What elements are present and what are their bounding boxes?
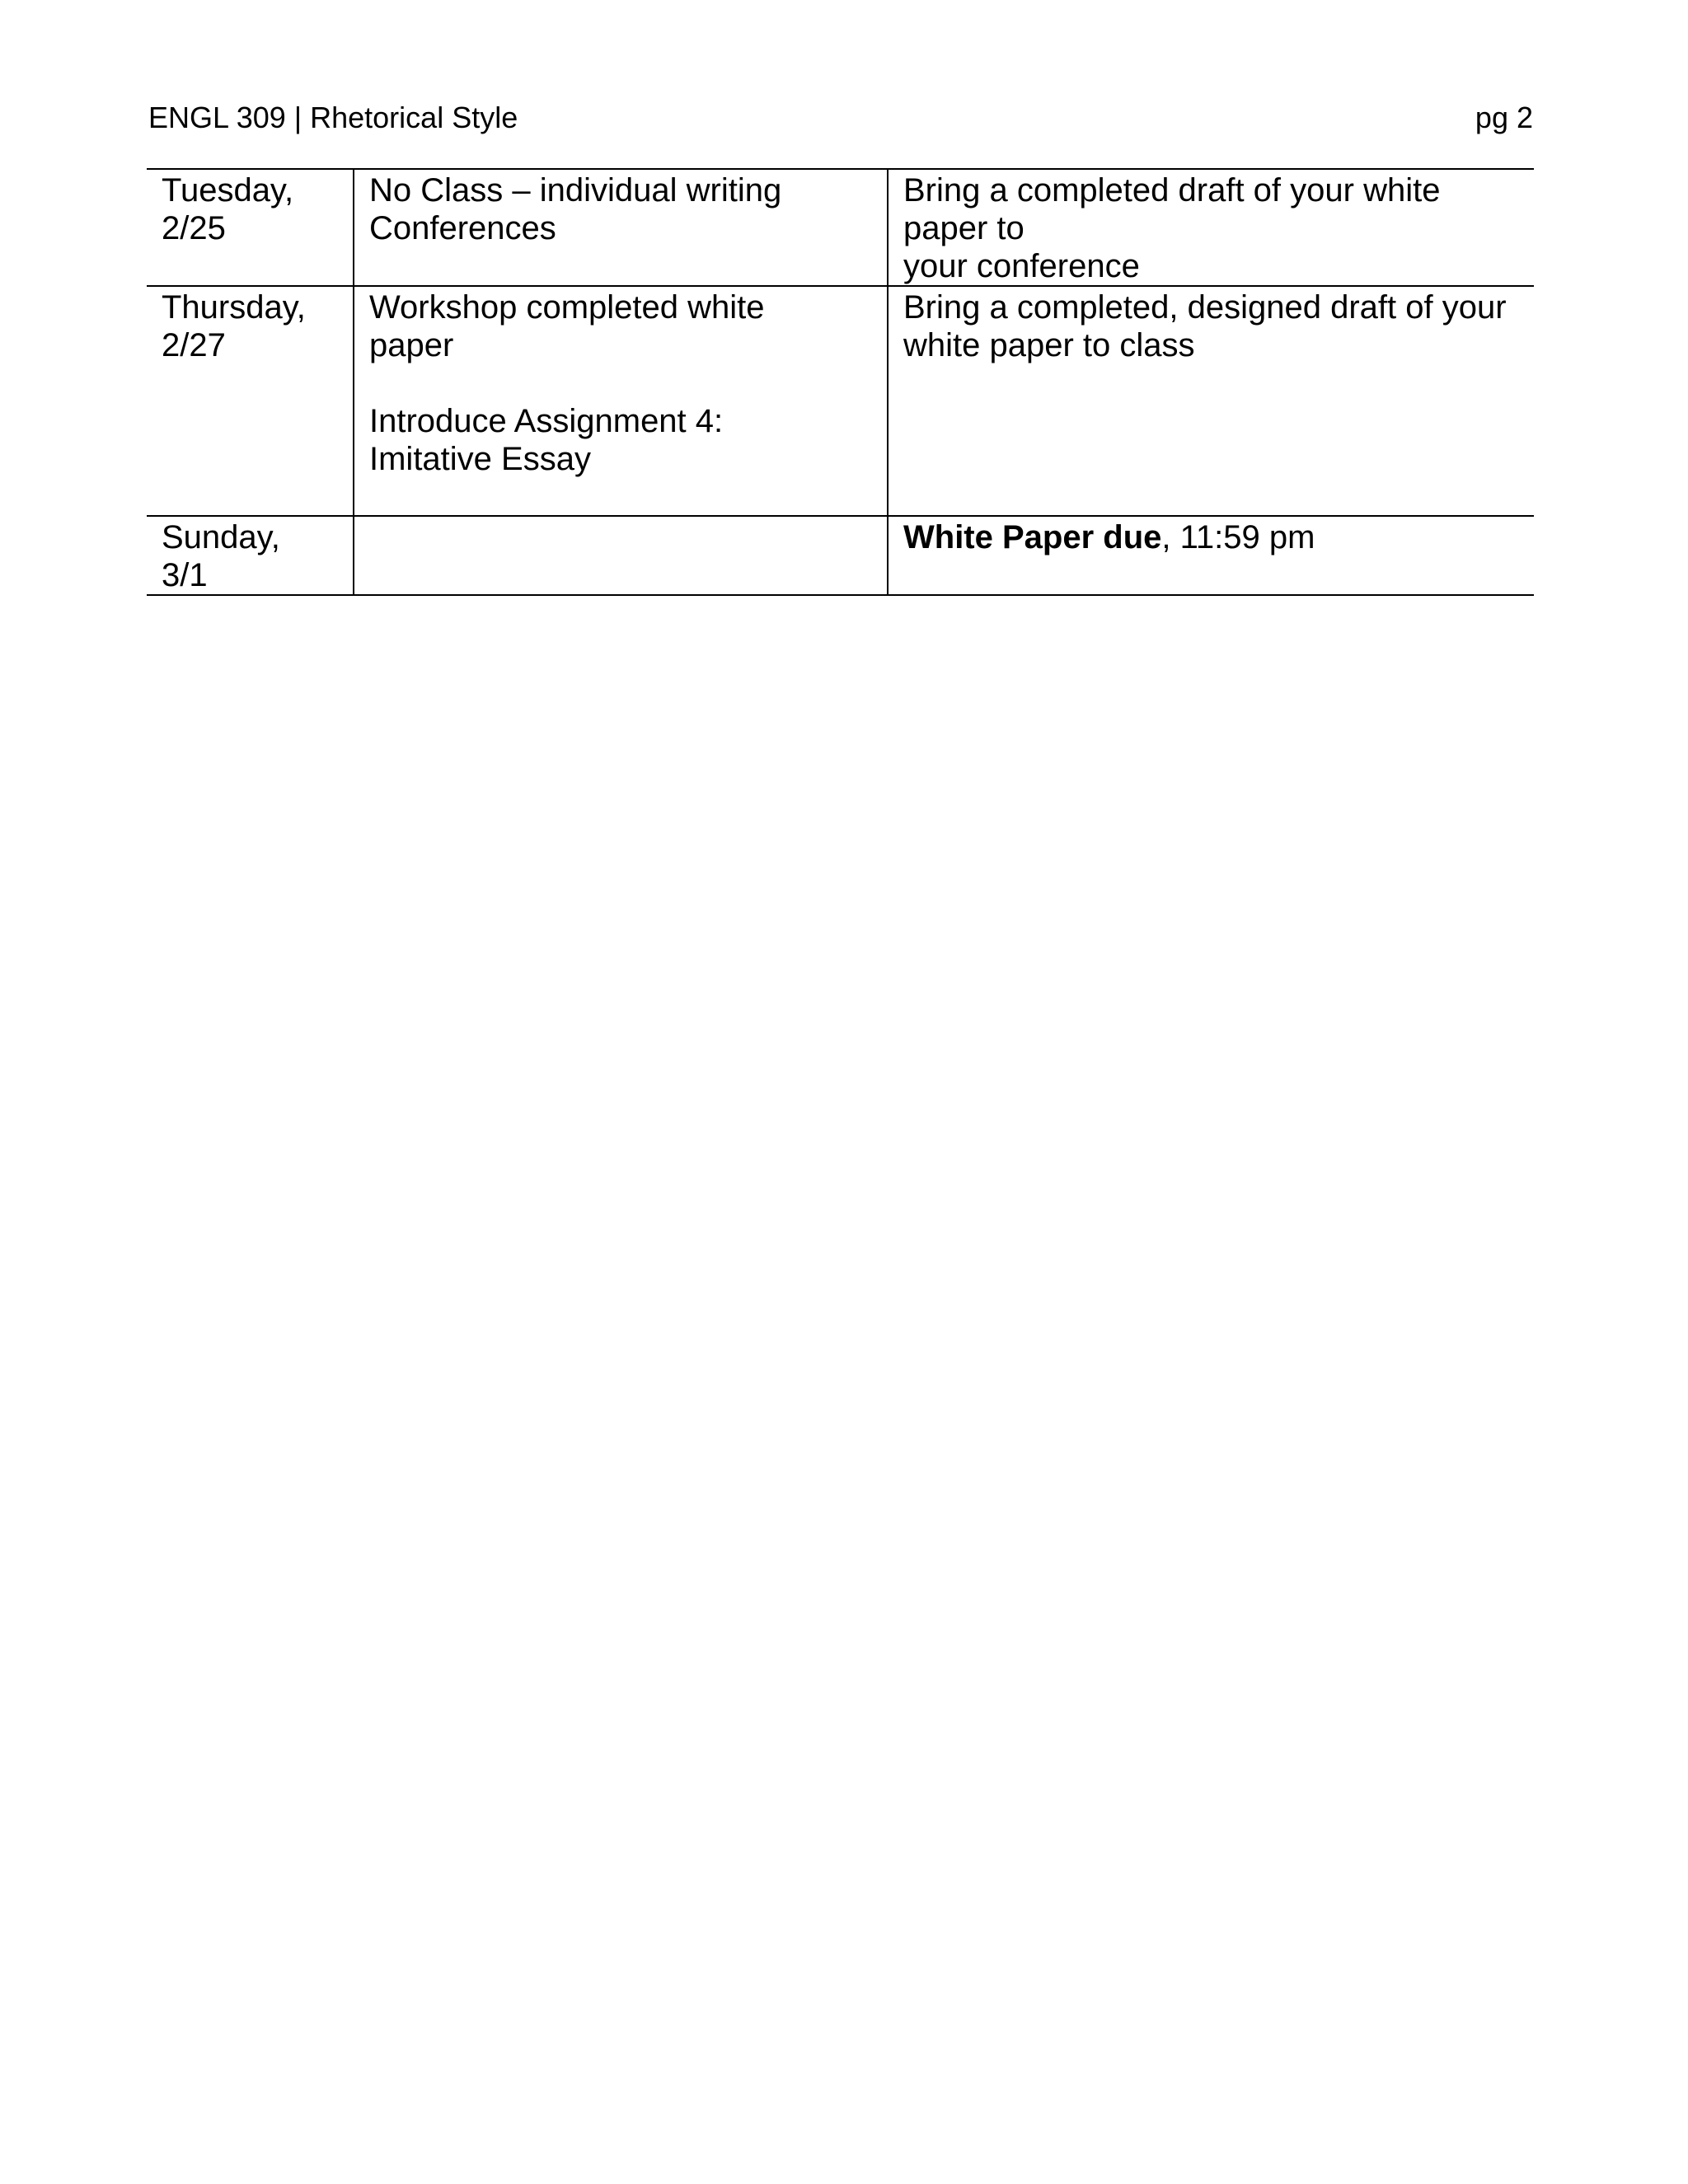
due-bold-text: White Paper due bbox=[903, 519, 1162, 555]
date-day: Sunday, bbox=[162, 519, 280, 555]
due-cell bbox=[888, 286, 1534, 516]
table-row bbox=[147, 516, 1534, 595]
date-cell bbox=[147, 516, 354, 595]
due-line: your conference bbox=[903, 248, 1140, 284]
topic-line: Imitative Essay bbox=[369, 441, 591, 477]
table-row bbox=[147, 169, 1534, 286]
due-line: Bring a completed draft of your white paper to bbox=[903, 172, 1441, 246]
due-line: white paper to class bbox=[903, 327, 1195, 363]
due-line: Bring a completed, designed draft of your bbox=[903, 289, 1507, 326]
schedule-table bbox=[147, 168, 1534, 596]
date-number: 3/1 bbox=[162, 557, 208, 593]
date-day: Tuesday, bbox=[162, 172, 294, 209]
course-title: ENGL 309 | Rhetorical Style bbox=[148, 101, 518, 134]
date-cell bbox=[147, 286, 354, 516]
due-cell bbox=[888, 169, 1534, 286]
date-day: Thursday, bbox=[162, 289, 306, 326]
due-time-text: , 11:59 pm bbox=[1161, 519, 1315, 555]
topic-line: paper bbox=[369, 327, 454, 363]
topic-cell bbox=[354, 286, 888, 516]
date-cell bbox=[147, 169, 354, 286]
page-header bbox=[148, 97, 1533, 138]
topic-line: Workshop completed white bbox=[369, 289, 765, 326]
topic-cell-empty bbox=[354, 516, 888, 595]
table-row bbox=[147, 286, 1534, 516]
topic-line: Introduce Assignment 4: bbox=[369, 403, 724, 439]
topic-line: No Class – individual writing bbox=[369, 172, 782, 209]
due-cell bbox=[888, 516, 1534, 595]
topic-cell bbox=[354, 169, 888, 286]
date-number: 2/27 bbox=[162, 327, 226, 363]
topic-line: Conferences bbox=[369, 210, 556, 246]
due-line bbox=[903, 518, 1519, 556]
page-number: pg 2 bbox=[1475, 101, 1533, 134]
paragraph-gap bbox=[369, 364, 872, 402]
date-number: 2/25 bbox=[162, 210, 226, 246]
